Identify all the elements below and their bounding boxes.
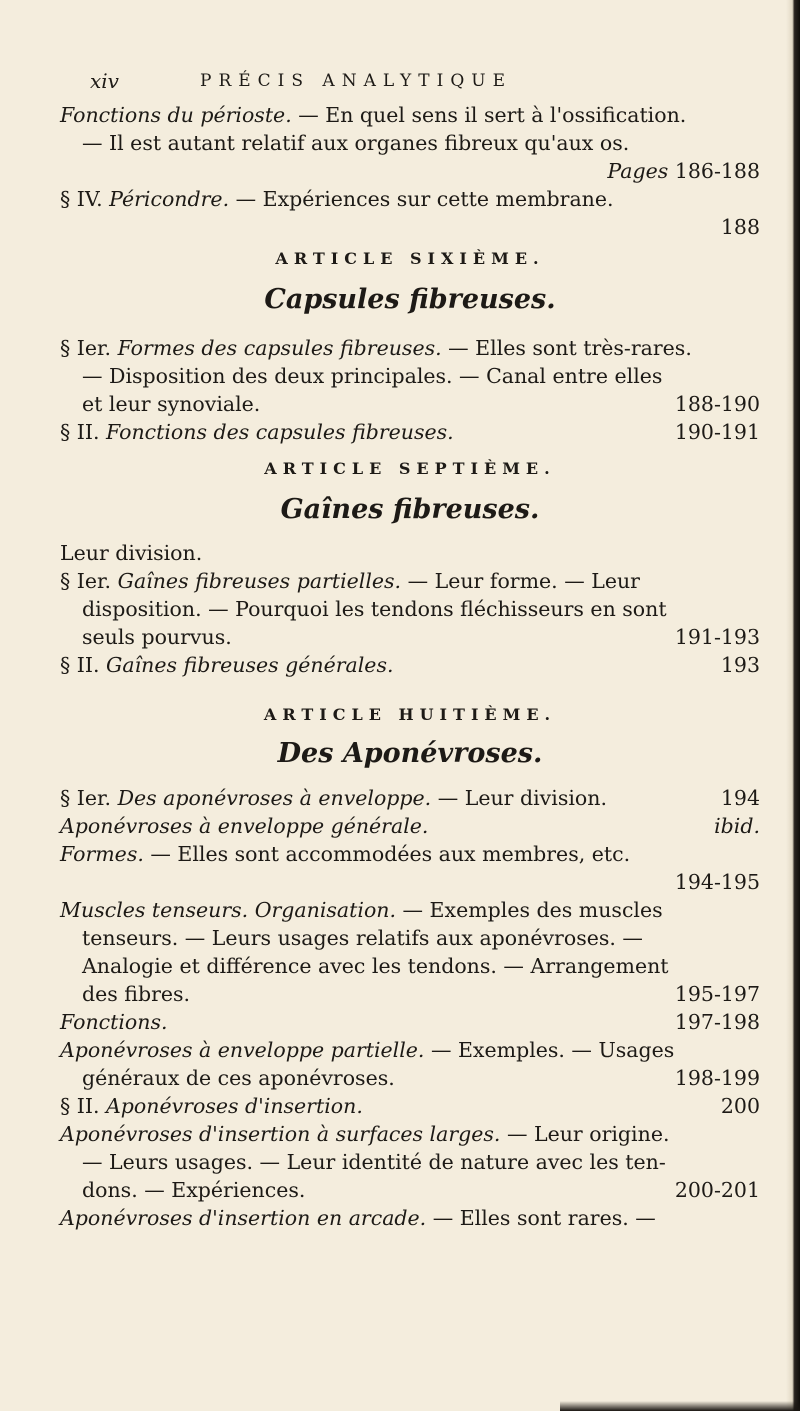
entry-line: Leur division. bbox=[60, 541, 203, 565]
entry-line: § Ier. Formes des capsules fibreuses. — Elles sont très-rares. bbox=[60, 336, 692, 360]
entry-line: Aponévroses d'insertion à surfaces larges. — Leur origine. bbox=[60, 1122, 670, 1146]
page-bottom-shadow bbox=[560, 1401, 800, 1411]
entry-line: § II. Aponévroses d'insertion. 200 bbox=[60, 1091, 760, 1121]
page-ref: 195-197 bbox=[674, 982, 760, 1006]
entry-line bbox=[60, 156, 760, 186]
entry-line: dons. — Expériences. 200-201 bbox=[82, 1175, 760, 1205]
section-title: Gaînes fibreuses. bbox=[280, 494, 540, 525]
page-number: xiv bbox=[90, 69, 119, 93]
entry-line: Muscles tenseurs. Organisation. — Exemples des muscles bbox=[60, 898, 663, 922]
entry-line bbox=[60, 212, 760, 242]
entry-line: § II. Gaînes fibreuses générales. 193 bbox=[60, 650, 760, 680]
entry-line bbox=[60, 867, 760, 897]
article-heading: ARTICLE SIXIÈME. bbox=[275, 249, 545, 268]
section-title: Des Aponévroses. bbox=[277, 738, 543, 769]
running-title: PRÉCIS ANALYTIQUE bbox=[200, 71, 513, 91]
page-ref: 200 bbox=[720, 1094, 760, 1118]
entry-line: disposition. — Pourquoi les tendons fléchisseurs en sont bbox=[82, 597, 667, 621]
page-ref: 191-193 bbox=[674, 625, 760, 649]
entry-line: Aponévroses d'insertion en arcade. — Elles sont rares. — bbox=[60, 1206, 656, 1230]
page-ref: 193 bbox=[720, 653, 760, 677]
page-ref: 197-198 bbox=[674, 1010, 760, 1034]
entry-line: § IV. Péricondre. — Expériences sur cette membrane. bbox=[60, 187, 614, 211]
section-title: Capsules fibreuses. bbox=[264, 284, 556, 315]
page-ref: 194-195 bbox=[674, 870, 760, 894]
entry-line: § Ier. Gaînes fibreuses partielles. — Leur forme. — Leur bbox=[60, 569, 640, 593]
entry-line: § II. Fonctions des capsules fibreuses. 190-191 bbox=[60, 417, 760, 447]
entry-line: — Disposition des deux principales. — Canal entre elles bbox=[82, 364, 663, 388]
running-header bbox=[60, 66, 760, 96]
entry-line: § Ier. Des aponévroses à enveloppe. — Leur division. 194 bbox=[60, 783, 760, 813]
page-ref: 188-190 bbox=[674, 392, 760, 416]
entry-line: Aponévroses à enveloppe partielle. — Exemples. — Usages bbox=[60, 1038, 675, 1062]
page-ref: 194 bbox=[720, 786, 760, 810]
entry-line: des fibres. 195-197 bbox=[82, 979, 760, 1009]
page-ref: 198-199 bbox=[674, 1066, 760, 1090]
page-edge-shadow bbox=[786, 0, 800, 1411]
page-ref: 190-191 bbox=[674, 420, 760, 444]
page-ref: ibid. bbox=[714, 814, 760, 838]
entry-line: tenseurs. — Leurs usages relatifs aux aponévroses. — bbox=[82, 926, 643, 950]
entry-line: — Il est autant relatif aux organes fibreux qu'aux os. bbox=[82, 131, 630, 155]
entry-line: généraux de ces aponévroses. 198-199 bbox=[82, 1063, 760, 1093]
page-ref: 188 bbox=[720, 215, 760, 239]
page-ref: Pages 186-188 bbox=[607, 159, 760, 183]
entry-line: et leur synoviale. 188-190 bbox=[82, 389, 760, 419]
entry-line: Formes. — Elles sont accommodées aux membres, etc. bbox=[60, 842, 631, 866]
entry-line: Fonctions du périoste. — En quel sens il sert à l'ossification. bbox=[60, 103, 687, 127]
entry-line: seuls pourvus. 191-193 bbox=[82, 622, 760, 652]
article-heading: ARTICLE HUITIÈME. bbox=[263, 705, 557, 724]
article-heading: ARTICLE SEPTIÈME. bbox=[264, 459, 556, 478]
entry-line: Fonctions. 197-198 bbox=[60, 1007, 760, 1037]
page-ref: 200-201 bbox=[674, 1178, 760, 1202]
entry-line: — Leurs usages. — Leur identité de nature avec les ten- bbox=[82, 1150, 666, 1174]
entry-line: Analogie et différence avec les tendons. — Arrangement bbox=[82, 954, 669, 978]
entry-line: Aponévroses à enveloppe générale. ibid. bbox=[60, 811, 760, 841]
